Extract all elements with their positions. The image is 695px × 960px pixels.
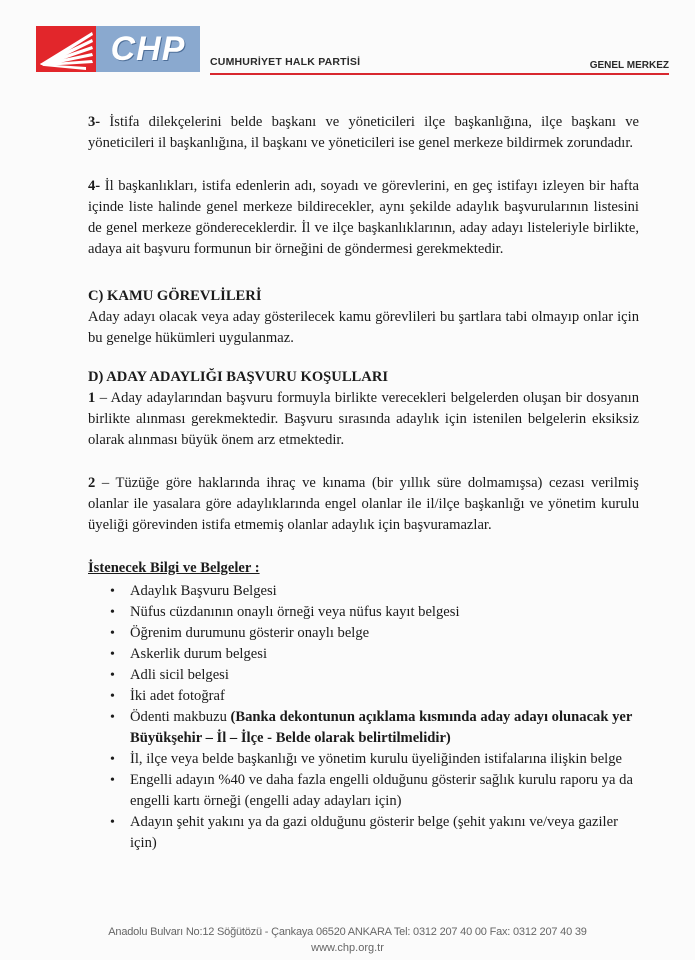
- document-body: [88, 112, 639, 854]
- paragraph-d2: [88, 473, 639, 536]
- bullet-icon: •: [110, 647, 115, 662]
- bullet-icon: •: [110, 584, 115, 599]
- paragraph-4: [88, 176, 639, 260]
- logo-wordmark-box: [96, 26, 200, 72]
- paragraph-d1: [88, 388, 639, 451]
- party-name: CUMHURİYET HALK PARTİSİ: [210, 56, 361, 68]
- six-arrows-icon: [36, 26, 96, 72]
- list-item: • Adaylık Başvuru Belgesi: [88, 581, 639, 602]
- paragraph-d2-text: – Tüzüğe göre haklarında ihraç ve kınama (bir yıllık süre dolmamışsa) cezası verilmiş olanlar ile yasalara göre adaylıklarında engel olanlar ile il/ilçe başkanlığı ve yönetim kurulu üyeliği görevinden istifa etmemiş olanlar adaylık için başvuramazlar.: [88, 475, 639, 533]
- section-c-text: Aday adayı olacak veya aday gösterilecek kamu görevlileri bu şartlara tabi olmayıp onlar için bu genelge hükümleri uygulanmaz.: [88, 309, 639, 346]
- bullet-icon: •: [110, 668, 115, 683]
- documents-heading: İstenecek Bilgi ve Belgeler :: [88, 560, 260, 576]
- bullet-icon: •: [110, 752, 115, 767]
- bullet-icon: •: [110, 626, 115, 641]
- section-c-heading: C) KAMU GÖREVLİLERİ: [88, 288, 262, 304]
- list-item: • Adayın şehit yakını ya da gazi olduğunu gösterir belge (şehit yakını ve/veya gaziler için): [110, 814, 618, 851]
- hq-label: GENEL MERKEZ: [589, 60, 669, 71]
- paragraph-d2-number: 2: [88, 475, 96, 491]
- section-d-heading: D) ADAY ADAYLIĞI BAŞVURU KOŞULLARI: [88, 369, 389, 385]
- footer-website: www.chp.org.tr: [311, 942, 384, 954]
- list-item: • Adli sicil belgesi: [88, 665, 639, 686]
- list-item: • Öğrenim durumunu gösterir onaylı belge: [88, 623, 639, 644]
- logo-wordmark: CHP: [110, 29, 186, 68]
- paragraph-d1-text: – Aday adaylarından başvuru formuyla birlikte verecekleri belgelerden oluşan bir dosyanın birlikte alınması gerekmektedir. Başvuru sırasında adaylık için istenilen belgelerin eksiksiz olarak alınması büyük önem arz etmektedir.: [88, 390, 639, 448]
- list-item: • Askerlik durum belgesi: [88, 644, 639, 665]
- header-divider: [210, 73, 669, 75]
- list-item: • İki adet fotoğraf: [88, 686, 639, 707]
- paragraph-4-text: İl başkanlıkları, istifa edenlerin adı, soyadı ve görevlerini, en geç istifayı izleyen bir hafta içinde liste halinde genel merkeze bildirecekler, aynı şekilde adaylık başvurularının listesini de genel merkeze göndereceklerdir. İl ve ilçe başkanlıklarının, aday adayı listeleriyle birlikte, adaya ait başvuru formunun bir örneğini de göndermesi gerekmektedir.: [88, 178, 639, 257]
- paragraph-3-text: İstifa dilekçelerini belde başkanı ve yöneticileri ilçe başkanlığına, ilçe başkanı ve yöneticileri il başkanlığına, il başkanı ve yöneticileri ise genel merkeze bildirmek zorundadır.: [88, 114, 639, 151]
- list-item: • Engelli adayın %40 ve daha fazla engelli olduğunu gösterir sağlık kurulu raporu ya da engelli kartı örneği (engelli aday adayları için): [110, 772, 633, 809]
- footer-address: Anadolu Bulvarı No:12 Söğütözü - Çankaya 06520 ANKARA Tel: 0312 207 40 00 Fax: 0312 207 40 39: [108, 926, 587, 938]
- bullet-icon: •: [110, 605, 115, 620]
- list-item-receipt: • Ödenti makbuzu (Banka dekontunun açıklama kısmında aday adayı olunacak yer Büyükşehir – İl – İlçe - Belde olarak belirtilmelidir): [110, 709, 633, 746]
- paragraph-3-number: 3-: [88, 114, 101, 130]
- paragraph-d1-number: 1: [88, 390, 96, 406]
- list-item: • Nüfus cüzdanının onaylı örneği veya nüfus kayıt belgesi: [88, 602, 639, 623]
- list-item: • İl, ilçe veya belde başkanlığı ve yönetim kurulu üyeliğinden istifalarına ilişkin belge: [88, 749, 639, 770]
- bullet-icon: •: [110, 689, 115, 704]
- paragraph-4-number: 4-: [88, 178, 101, 194]
- paragraph-3: [88, 112, 639, 154]
- bullet-icon: •: [110, 815, 115, 830]
- bullet-icon: •: [110, 710, 115, 725]
- bullet-icon: •: [110, 773, 115, 788]
- chp-logo: [36, 26, 200, 72]
- documents-list: [88, 581, 639, 854]
